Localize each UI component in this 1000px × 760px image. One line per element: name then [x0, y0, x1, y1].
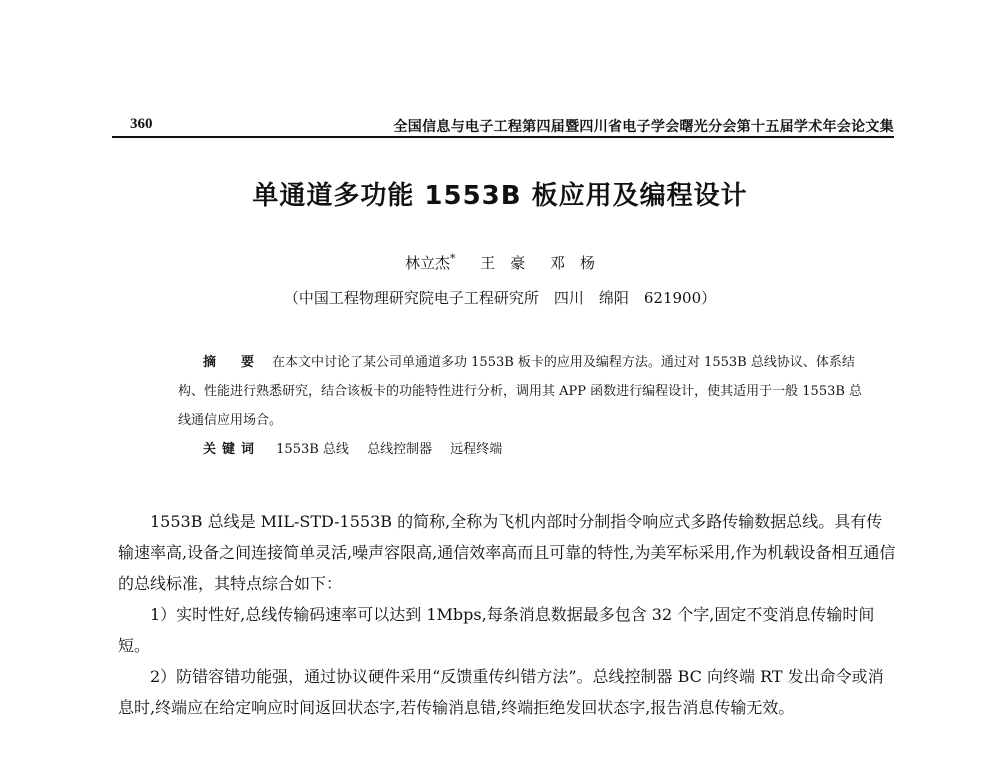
corresponding-author-mark: * — [449, 252, 456, 265]
body-paragraph: 1）实时性好,总线传输码速率可以达到 1Mbps,每条消息数据最多包含 32 个字,固定不变消息传输时间短。 — [118, 605, 875, 655]
keyword: 远程终端 — [450, 442, 503, 457]
running-title: 全国信息与电子工程第四届暨四川省电子学会曙光分会第十五届学术年会论文集 — [393, 119, 894, 135]
body-paragraph: 1553B 总线是 MIL-STD-1553B 的简称,全称为飞机内部时分制指令响应式多路传输数据总线。具有传输速率高,设备之间连接简单灵活,噪声容限高,通信效率高而且可靠的特性,为美军标采用,作为机载设备相互通信的总线标准，其特点综合如下： — [118, 512, 896, 593]
running-header — [112, 108, 894, 138]
header-rule — [112, 136, 894, 138]
page-number: 360 — [130, 116, 153, 132]
keyword: 1553B 总线 — [276, 442, 349, 457]
author: 王 豪 — [480, 254, 526, 272]
affiliation: （中国工程物理研究院电子工程研究所 四川 绵阳 621900） — [283, 289, 717, 307]
author: 邓 杨 — [550, 254, 596, 272]
keywords — [178, 435, 868, 464]
author: 林立杰* — [404, 252, 456, 272]
body-text — [118, 506, 896, 723]
abstract-label: 摘 要 — [203, 355, 261, 370]
keyword: 总线控制器 — [367, 442, 433, 457]
abstract — [178, 348, 868, 464]
author-list — [0, 252, 1000, 273]
keywords-label: 关键词 — [203, 442, 261, 457]
paper-title: 单通道多功能 1553B 板应用及编程设计 — [252, 181, 748, 211]
body-paragraph: 2）防错容错功能强，通过协议硬件采用“反馈重传纠错方法”。总线控制器 BC 向终端 RT 发出命令或消息时,终端应在给定响应时间返回状态字,若传输消息错,终端拒绝发回状态字,报告消息传输无效。 — [118, 667, 884, 717]
abstract-text: 在本文中讨论了某公司单通道多功 1553B 板卡的应用及编程方法。通过对 1553B 总线协议、体系结构、性能进行熟悉研究，结合该板卡的功能特性进行分析，调用其 APP 函数进行编程设计，使其适用于一般 1553B 总线通信应用场合。 — [178, 355, 863, 428]
